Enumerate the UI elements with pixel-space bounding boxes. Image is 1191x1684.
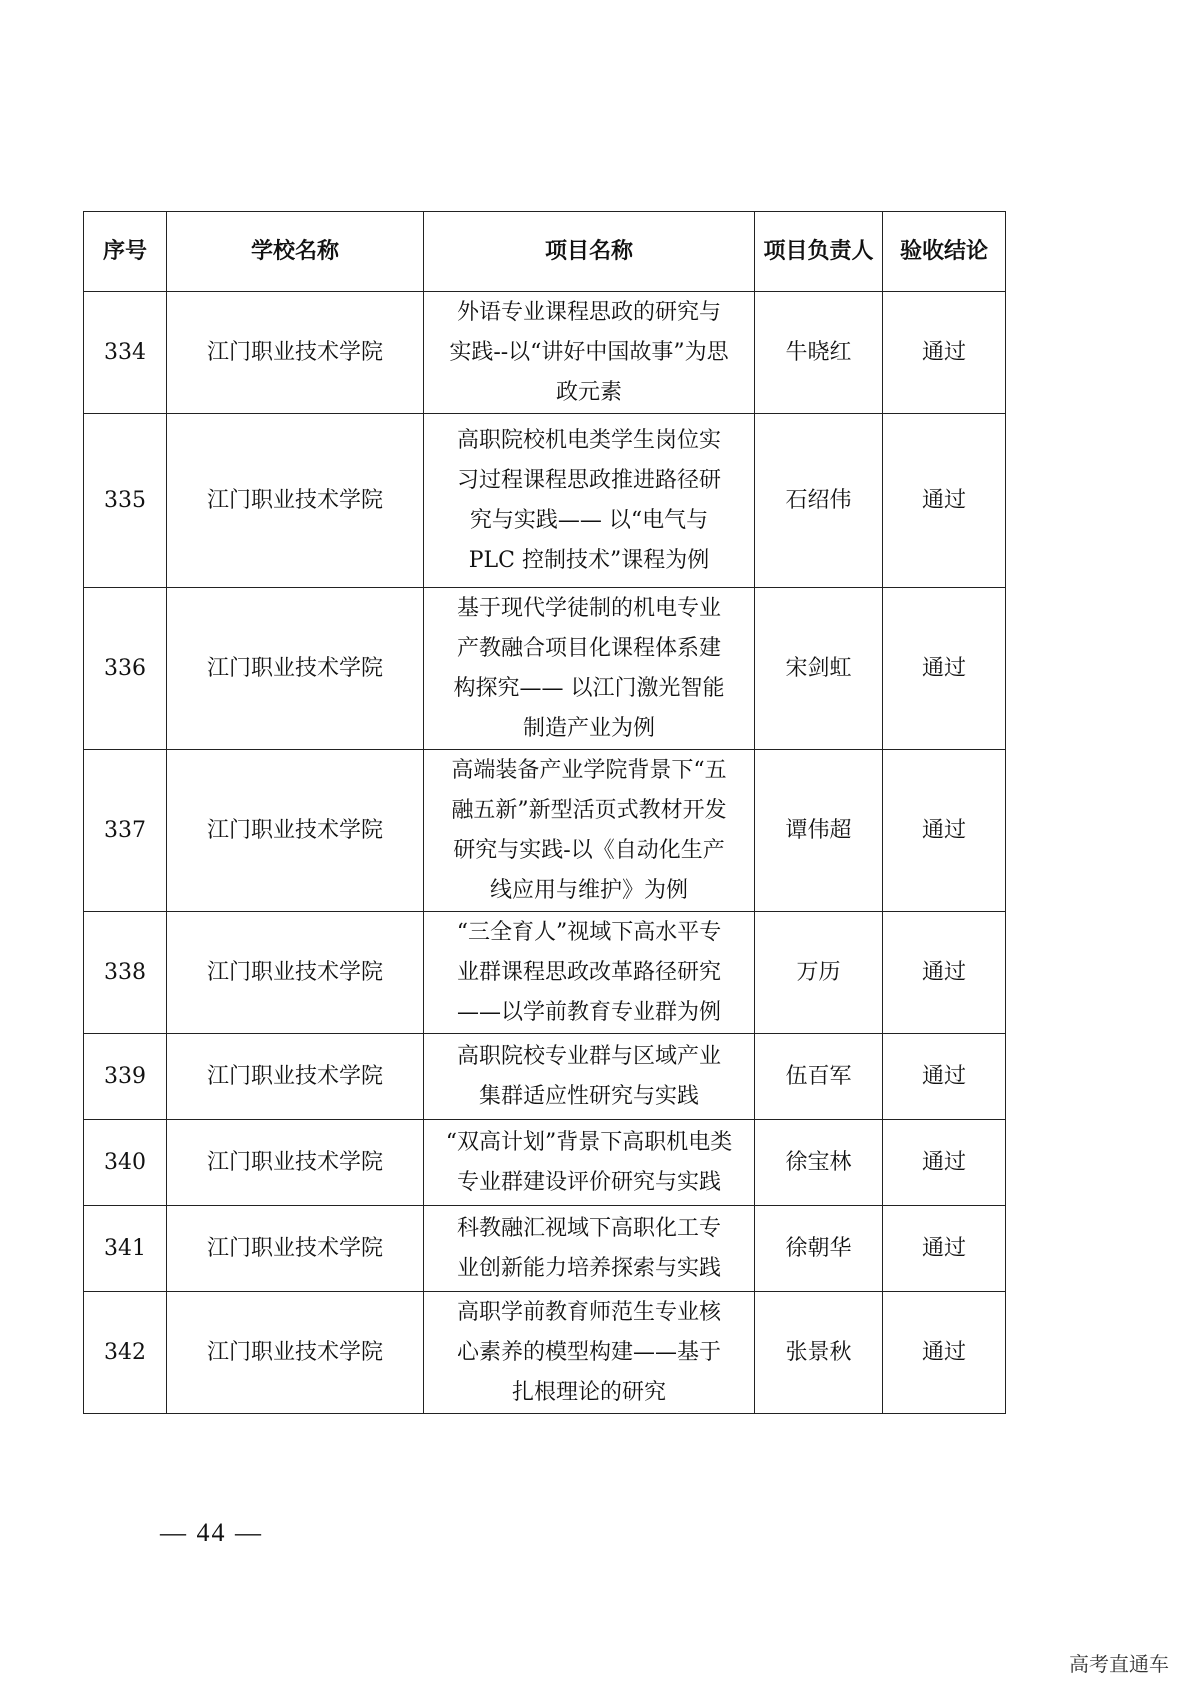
cell-project — [424, 912, 755, 1034]
cell-result: 通过 — [883, 414, 1006, 588]
cell-leader: 石绍伟 — [755, 414, 883, 588]
project-line: 业创新能力培养探索与实践 — [456, 1255, 721, 1281]
project-line: PLC 控制技术”课程为例 — [468, 547, 710, 573]
header-seq: 序号 — [84, 212, 167, 292]
table-row — [84, 292, 1006, 414]
cell-result: 通过 — [883, 912, 1006, 1034]
cell-project — [424, 414, 755, 588]
project-line: 外语专业课程思政的研究与 — [456, 299, 721, 325]
project-line: 研究与实践-以《自动化生产 — [453, 837, 725, 863]
header-school: 学校名称 — [167, 212, 424, 292]
cell-school: 江门职业技术学院 — [167, 1120, 424, 1206]
project-line: “双高计划”背景下高职机电类 — [445, 1129, 733, 1155]
project-line: 高职学前教育师范生专业核 — [456, 1299, 721, 1325]
project-line: 产教融合项目化课程体系建 — [456, 635, 721, 661]
cell-seq: 340 — [84, 1120, 167, 1206]
cell-result: 通过 — [883, 1034, 1006, 1120]
cell-project — [424, 1034, 755, 1120]
watermark-text: 高考直通车 — [1069, 1652, 1169, 1676]
header-result: 验收结论 — [883, 212, 1006, 292]
cell-project — [424, 1206, 755, 1292]
table-row — [84, 414, 1006, 588]
project-line: 集群适应性研究与实践 — [478, 1083, 699, 1109]
cell-leader: 牛晓红 — [755, 292, 883, 414]
cell-school: 江门职业技术学院 — [167, 414, 424, 588]
project-line: 高端装备产业学院背景下“五 — [451, 757, 727, 783]
project-line: 融五新”新型活页式教材开发 — [451, 797, 727, 823]
cell-school: 江门职业技术学院 — [167, 912, 424, 1034]
project-line: 线应用与维护》为例 — [489, 877, 688, 903]
cell-leader: 徐朝华 — [755, 1206, 883, 1292]
cell-school: 江门职业技术学院 — [167, 1034, 424, 1120]
cell-result: 通过 — [883, 750, 1006, 912]
table-row — [84, 1206, 1006, 1292]
cell-seq: 336 — [84, 588, 167, 750]
project-line: 基于现代学徒制的机电专业 — [456, 595, 721, 621]
cell-seq: 341 — [84, 1206, 167, 1292]
project-line: 构探究—— 以江门激光智能 — [453, 675, 725, 701]
project-line: 扎根理论的研究 — [511, 1379, 666, 1405]
cell-leader: 谭伟超 — [755, 750, 883, 912]
cell-result: 通过 — [883, 292, 1006, 414]
project-line: 实践--以“讲好中国故事”为思 — [449, 339, 729, 365]
table-row — [84, 588, 1006, 750]
cell-result: 通过 — [883, 1206, 1006, 1292]
table-header-row — [84, 212, 1006, 292]
cell-project — [424, 750, 755, 912]
cell-project — [424, 588, 755, 750]
project-line: 业群课程思政改革路径研究 — [456, 959, 721, 985]
cell-school: 江门职业技术学院 — [167, 292, 424, 414]
table-row — [84, 1292, 1006, 1414]
cell-result: 通过 — [883, 588, 1006, 750]
project-line: “三全育人”视域下高水平专 — [456, 919, 722, 945]
cell-seq: 337 — [84, 750, 167, 912]
cell-result: 通过 — [883, 1292, 1006, 1414]
cell-seq: 335 — [84, 414, 167, 588]
cell-result: 通过 — [883, 1120, 1006, 1206]
table-body — [84, 292, 1006, 1414]
cell-leader: 徐宝林 — [755, 1120, 883, 1206]
header-project: 项目名称 — [424, 212, 755, 292]
cell-seq: 338 — [84, 912, 167, 1034]
project-line: 高职院校机电类学生岗位实 — [456, 427, 721, 453]
cell-project — [424, 1292, 755, 1414]
cell-project — [424, 1120, 755, 1206]
project-line: 究与实践—— 以“电气与 — [469, 507, 709, 533]
cell-seq: 334 — [84, 292, 167, 414]
cell-school: 江门职业技术学院 — [167, 588, 424, 750]
project-line: 习过程课程思政推进路径研 — [456, 467, 721, 493]
cell-leader: 伍百军 — [755, 1034, 883, 1120]
cell-leader: 万历 — [755, 912, 883, 1034]
project-line: 高职院校专业群与区域产业 — [456, 1043, 721, 1069]
cell-leader: 宋剑虹 — [755, 588, 883, 750]
project-line: 科教融汇视域下高职化工专 — [456, 1215, 721, 1241]
project-line: 制造产业为例 — [522, 715, 655, 741]
project-line: 专业群建设评价研究与实践 — [456, 1169, 721, 1195]
page-number: — 44 — — [160, 1518, 263, 1547]
table-row — [84, 1120, 1006, 1206]
cell-seq: 342 — [84, 1292, 167, 1414]
cell-school: 江门职业技术学院 — [167, 750, 424, 912]
cell-leader: 张景秋 — [755, 1292, 883, 1414]
project-line: ——以学前教育专业群为例 — [456, 999, 721, 1025]
cell-school: 江门职业技术学院 — [167, 1206, 424, 1292]
cell-school: 江门职业技术学院 — [167, 1292, 424, 1414]
project-line: 政元素 — [555, 379, 622, 405]
table-row — [84, 750, 1006, 912]
cell-seq: 339 — [84, 1034, 167, 1120]
project-line: 心素养的模型构建——基于 — [456, 1339, 721, 1365]
table-row — [84, 1034, 1006, 1120]
header-leader: 项目负责人 — [755, 212, 883, 292]
acceptance-table — [83, 211, 1006, 1414]
cell-project — [424, 292, 755, 414]
table-row — [84, 912, 1006, 1034]
